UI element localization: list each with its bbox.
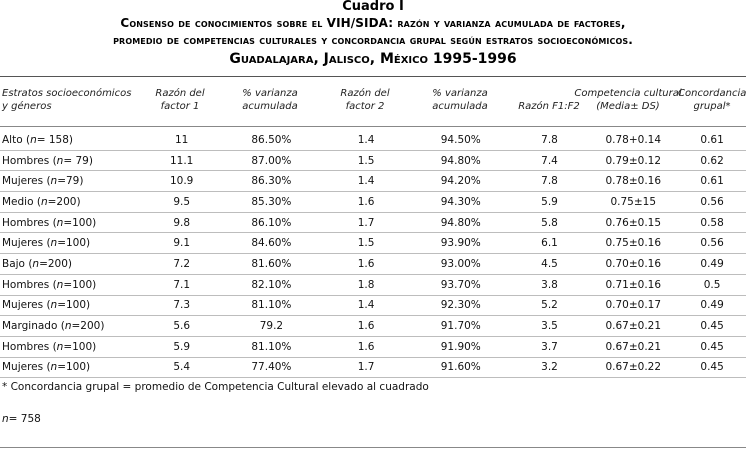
title-line-4: Guadalajara, Jalisco, México 1995-1996 — [229, 51, 517, 67]
value-cell: 0.45 — [678, 357, 746, 378]
value-cell: 4.5 — [511, 254, 589, 275]
value-cell: 11.1 — [142, 150, 222, 171]
value-cell: 10.9 — [142, 171, 222, 192]
value-cell: 7.8 — [511, 171, 589, 192]
title-line-3: promedio de competencias culturales y concordancia grupal según estratos socioeconómicos. — [113, 33, 633, 47]
stratum-cell: Marginado (n=200) — [0, 316, 142, 337]
value-cell: 0.75±15 — [588, 192, 678, 213]
value-cell: 7.2 — [142, 254, 222, 275]
title-line-2: Consenso de conocimientos sobre el VIH/SIDA: razón y varianza acumulada de factores, — [120, 16, 626, 30]
value-cell: 5.9 — [142, 336, 222, 357]
header-variance-1: % varianza acumulada — [242, 88, 298, 112]
value-cell: 1.7 — [321, 212, 411, 233]
value-cell: 0.56 — [678, 192, 746, 213]
value-cell: 9.8 — [142, 212, 222, 233]
header-ratio-f1f2: Razón F1:F2 — [518, 101, 580, 112]
value-cell: 0.78+0.14 — [588, 130, 678, 150]
stratum-cell: Medio (n=200) — [0, 192, 142, 213]
value-cell: 94.30% — [411, 192, 511, 213]
value-cell: 0.5 — [678, 274, 746, 295]
value-cell: 5.2 — [511, 295, 589, 316]
value-cell: 1.4 — [321, 171, 411, 192]
value-cell: 1.5 — [321, 150, 411, 171]
value-cell: 93.70% — [411, 274, 511, 295]
value-cell: 3.8 — [511, 274, 589, 295]
value-cell: 94.80% — [411, 212, 511, 233]
table-row — [0, 254, 746, 275]
value-cell: 94.20% — [411, 171, 511, 192]
table-row — [0, 171, 746, 192]
value-cell: 93.00% — [411, 254, 511, 275]
value-cell: 0.45 — [678, 336, 746, 357]
value-cell: 5.8 — [511, 212, 589, 233]
value-cell: 9.5 — [142, 192, 222, 213]
value-cell: 1.7 — [321, 357, 411, 378]
value-cell: 84.60% — [222, 233, 322, 254]
value-cell: 7.4 — [511, 150, 589, 171]
value-cell: 1.6 — [321, 254, 411, 275]
value-cell: 0.61 — [678, 171, 746, 192]
value-cell: 79.2 — [222, 316, 322, 337]
value-cell: 0.62 — [678, 150, 746, 171]
stratum-cell: Mujeres (n=79) — [0, 171, 142, 192]
value-cell: 3.5 — [511, 316, 589, 337]
bottom-rule — [0, 447, 746, 448]
value-cell: 77.40% — [222, 357, 322, 378]
value-cell: 9.1 — [142, 233, 222, 254]
value-cell: 93.90% — [411, 233, 511, 254]
value-cell: 0.58 — [678, 212, 746, 233]
table-row — [0, 233, 746, 254]
value-cell: 1.6 — [321, 192, 411, 213]
header-factor1-ratio: Razón del factor 1 — [155, 88, 205, 112]
value-cell: 85.30% — [222, 192, 322, 213]
value-cell: 1.5 — [321, 233, 411, 254]
table-row — [0, 150, 746, 171]
value-cell: 0.67±0.21 — [588, 336, 678, 357]
value-cell: 0.79±0.12 — [588, 150, 678, 171]
title-line-1: Cuadro I — [342, 0, 404, 14]
table-row — [0, 316, 746, 337]
stratum-cell: Mujeres (n=100) — [0, 357, 142, 378]
table-row — [0, 274, 746, 295]
value-cell: 0.67±0.21 — [588, 316, 678, 337]
value-cell: 5.4 — [142, 357, 222, 378]
stratum-cell: Bajo (n=200) — [0, 254, 142, 275]
value-cell: 0.49 — [678, 254, 746, 275]
value-cell: 86.10% — [222, 212, 322, 233]
value-cell: 0.71±0.16 — [588, 274, 678, 295]
header-variance-2: % varianza acumulada — [432, 88, 488, 112]
value-cell: 92.30% — [411, 295, 511, 316]
value-cell: 81.10% — [222, 295, 322, 316]
header-factor2-ratio: Razón del factor 2 — [340, 88, 390, 112]
value-cell: 0.75±0.16 — [588, 233, 678, 254]
value-cell: 81.10% — [222, 336, 322, 357]
value-cell: 0.45 — [678, 316, 746, 337]
value-cell: 94.50% — [411, 130, 511, 150]
value-cell: 0.70±0.17 — [588, 295, 678, 316]
value-cell: 7.3 — [142, 295, 222, 316]
value-cell: 5.9 — [511, 192, 589, 213]
value-cell: 7.8 — [511, 130, 589, 150]
stratum-cell: Hombres (n= 79) — [0, 150, 142, 171]
top-rule — [0, 76, 746, 77]
value-cell: 1.6 — [321, 336, 411, 357]
stratum-cell: Mujeres (n=100) — [0, 295, 142, 316]
value-cell: 7.1 — [142, 274, 222, 295]
value-cell: 91.60% — [411, 357, 511, 378]
value-cell: 91.90% — [411, 336, 511, 357]
table-row — [0, 192, 746, 213]
stratum-cell: Hombres (n=100) — [0, 336, 142, 357]
header-strata: Estratos socioeconómicos y géneros — [2, 88, 132, 112]
value-cell: 81.60% — [222, 254, 322, 275]
value-cell: 11 — [142, 130, 222, 150]
header-rule — [0, 126, 746, 127]
value-cell: 86.30% — [222, 171, 322, 192]
value-cell: 0.56 — [678, 233, 746, 254]
value-cell: 3.7 — [511, 336, 589, 357]
value-cell: 87.00% — [222, 150, 322, 171]
value-cell: 0.76±0.15 — [588, 212, 678, 233]
value-cell: 0.78±0.16 — [588, 171, 678, 192]
table-row — [0, 336, 746, 357]
value-cell: 0.49 — [678, 295, 746, 316]
stratum-cell: Alto (n= 158) — [0, 130, 142, 150]
value-cell: 6.1 — [511, 233, 589, 254]
table-row — [0, 212, 746, 233]
table-row — [0, 357, 746, 378]
value-cell: 1.4 — [321, 295, 411, 316]
value-cell: 0.61 — [678, 130, 746, 150]
value-cell: 3.2 — [511, 357, 589, 378]
value-cell: 82.10% — [222, 274, 322, 295]
value-cell: 1.6 — [321, 316, 411, 337]
value-cell: 0.67±0.22 — [588, 357, 678, 378]
value-cell: 0.70±0.16 — [588, 254, 678, 275]
header-group-concordance: Concordancia grupal* — [678, 88, 746, 112]
data-table — [0, 130, 746, 378]
header-cultural-competence: Competencia cultural (Media± DS) — [574, 88, 682, 112]
footnote: * Concordancia grupal = promedio de Competencia Cultural elevado al cuadrado — [2, 381, 429, 393]
value-cell: 91.70% — [411, 316, 511, 337]
value-cell: 5.6 — [142, 316, 222, 337]
stratum-cell: Mujeres (n=100) — [0, 233, 142, 254]
value-cell: 1.4 — [321, 130, 411, 150]
stratum-cell: Hombres (n=100) — [0, 274, 142, 295]
total-n: n= 758 — [2, 413, 41, 425]
value-cell: 1.8 — [321, 274, 411, 295]
table-row — [0, 295, 746, 316]
value-cell: 94.80% — [411, 150, 511, 171]
value-cell: 86.50% — [222, 130, 322, 150]
stratum-cell: Hombres (n=100) — [0, 212, 142, 233]
table-row — [0, 130, 746, 150]
